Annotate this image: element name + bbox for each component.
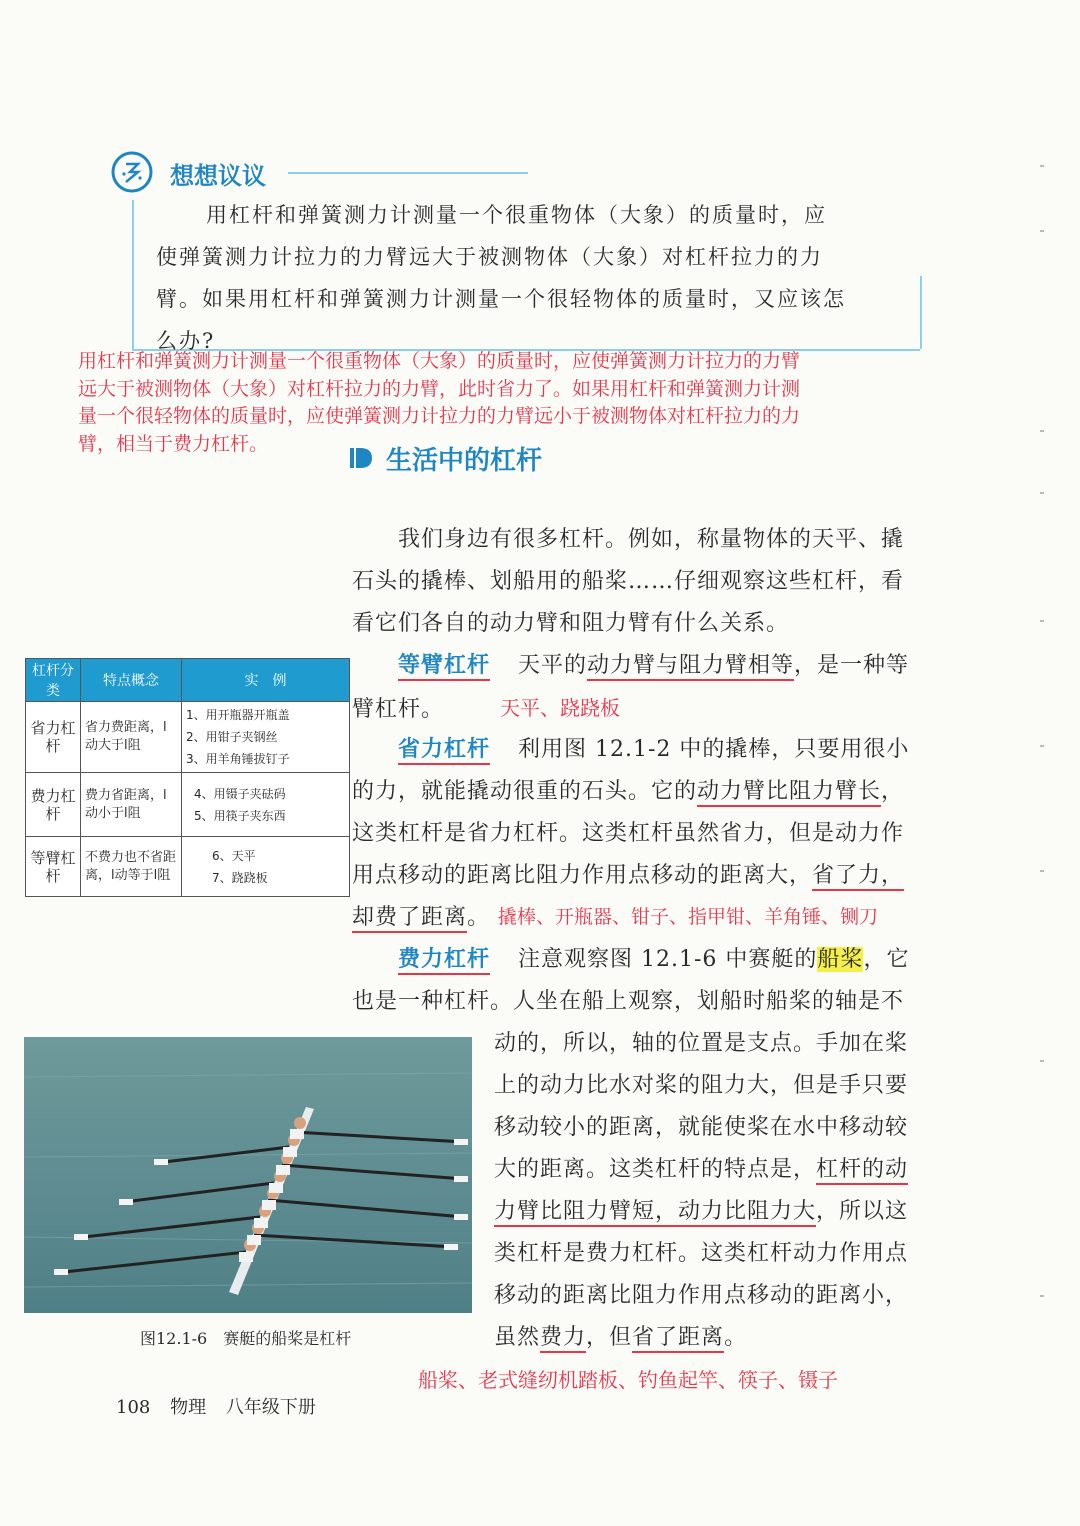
- text-line: 使弹簧测力计拉力的力臂远大于被测物体（大象）对杠杆拉力的力: [156, 245, 823, 269]
- underlined-text: 费力: [540, 1325, 586, 1353]
- scan-mark: [1040, 430, 1044, 432]
- force-saving-paragraph: [398, 732, 909, 763]
- book-name: 八年级下册: [225, 1397, 316, 1418]
- page-footer: [116, 1393, 316, 1419]
- scan-mark: [1040, 870, 1044, 872]
- text-span: ，所以这: [816, 1199, 909, 1224]
- text-span: ，是一种等: [794, 653, 910, 678]
- table-row: [26, 702, 350, 773]
- underlined-text: 杠杆的动: [816, 1157, 908, 1185]
- text-line: [494, 1152, 908, 1183]
- text-line: 移动较小的距离，就能使桨在水中移动较: [494, 1115, 909, 1140]
- text-span: 。: [467, 905, 491, 930]
- table-cell: 省力杠杆: [26, 702, 81, 773]
- underlined-text: 省了距离: [632, 1325, 724, 1353]
- discussion-box-border: [920, 276, 922, 349]
- text-line: [352, 900, 490, 931]
- text-line: 臂，相当于费力杠杆。: [78, 432, 269, 455]
- text-span: 天平的: [518, 653, 588, 678]
- example-item: 1、用开瓶器开瓶盖: [186, 708, 290, 722]
- text-line: 这类杠杆是省力杠杆。这类杠杆虽然省力，但是动力作: [352, 821, 905, 846]
- example-item: 3、用羊角锤拔钉子: [186, 752, 290, 766]
- equal-arm-keyword: 等臂杠杆: [398, 653, 490, 681]
- underlined-text: 力臂比阻力臂短，动力比阻力大: [494, 1199, 816, 1227]
- text-line: [494, 1194, 908, 1225]
- force-saving-keyword: 省力杠杆: [398, 737, 490, 765]
- scan-mark: [1040, 492, 1044, 494]
- example-item: 5、用筷子夹东西: [194, 808, 286, 823]
- table-header-row: [26, 659, 350, 702]
- text-span: 注意观察图 12.1-6 中赛艇的: [518, 947, 818, 972]
- discussion-box-border: [132, 200, 134, 350]
- rowing-photo: [24, 1037, 472, 1313]
- underlined-text: 动力臂与阻力臂相等: [587, 653, 794, 681]
- table-cell: 等臂杠杆: [26, 837, 81, 897]
- text-line: 么办?: [156, 329, 216, 353]
- photo-caption: 图12.1-6 赛艇的船桨是杠杆: [140, 1329, 352, 1348]
- discussion-title-rule: [288, 172, 528, 174]
- text-line: 动的，所以，轴的位置是支点。手加在桨: [494, 1031, 909, 1056]
- lever-classification-table: [25, 658, 350, 897]
- discussion-question: [156, 194, 896, 362]
- text-line: 臂。如果用杠杆和弹簧测力计测量一个很轻物体的质量时，又应该怎: [156, 287, 846, 311]
- text-line: 类杠杆是费力杠杆。这类杠杆动力作用点: [494, 1241, 909, 1266]
- intro-line: 我们身边有很多杠杆。例如，称量物体的天平、撬: [398, 527, 905, 552]
- example-item: 6、天平: [212, 848, 256, 863]
- table-header-cell: 特点概念: [81, 659, 182, 702]
- scan-mark: [1040, 620, 1044, 622]
- scan-mark: [1040, 165, 1044, 167]
- scan-mark: [1040, 1060, 1044, 1062]
- text-line: [352, 774, 904, 805]
- text-line: 用杠杆和弹簧测力计测量一个很重物体（大象）的质量时，应: [206, 203, 827, 227]
- underlined-text: 动力臂比阻力臂长: [697, 779, 881, 807]
- highlighted-text: 船桨: [817, 947, 864, 972]
- discussion-title: 想想议议: [170, 162, 266, 190]
- table-row: [26, 773, 350, 837]
- text-span: ，但: [586, 1325, 633, 1350]
- subject: 物理: [170, 1397, 207, 1418]
- text-line: 量一个很轻物体的质量时，应使弹簧测力计拉力的力臂远小于被测物体对杠杆拉力的力: [78, 405, 801, 427]
- intro-line: 看它们各自的动力臂和阻力臂有什么关系。: [352, 611, 790, 636]
- text-line: 也是一种杠杆。人坐在船上观察，划船时船桨的轴是不: [352, 989, 905, 1014]
- example-item: 7、跷跷板: [212, 870, 268, 885]
- table-cell: [182, 773, 350, 837]
- text-span: 虽然: [494, 1325, 541, 1350]
- text-span: ，: [881, 779, 905, 804]
- text-line: [352, 858, 904, 889]
- text-line: 臂杠杆。: [352, 697, 445, 722]
- text-span: 。: [724, 1325, 748, 1350]
- text-span: ，它: [863, 947, 910, 972]
- scan-mark: [1040, 230, 1044, 232]
- section-title: 生活中的杠杆: [386, 446, 543, 476]
- text-span: 利用图 12.1-2 中的撬棒，只要用很小: [518, 737, 910, 762]
- text-line: 移动的距离比阻力作用点移动的距离小，: [494, 1283, 909, 1308]
- table-cell: [182, 837, 350, 897]
- text-line: 用杠杆和弹簧测力计测量一个很重物体（大象）的质量时，应使弹簧测力计拉力的力臂: [78, 350, 801, 372]
- table-cell: 费力省距离，l动小于l阻: [81, 773, 182, 837]
- scan-mark: [1040, 745, 1044, 747]
- force-costing-keyword: 费力杠杆: [398, 947, 490, 975]
- table-cell: [182, 702, 350, 773]
- section-marker-icon: [350, 446, 372, 470]
- text-span: 用点移动的距离比阻力作用点移动的距离大，: [352, 863, 813, 888]
- text-line: [494, 1320, 747, 1351]
- table-header-cell: 实 例: [182, 659, 350, 702]
- text-span: 的力，就能撬动很重的石头。它的: [352, 779, 698, 804]
- page-number: 108: [116, 1397, 151, 1418]
- handwritten-note: 船桨、老式缝纫机踏板、钓鱼起竿、筷子、镊子: [418, 1368, 838, 1392]
- underlined-text: 却费了距离: [352, 905, 467, 933]
- example-item: 2、用钳子夹钢丝: [186, 730, 278, 744]
- table-cell: 省力费距离，l动大于l阻: [81, 702, 182, 773]
- table-cell: 不费力也不省距离，l动等于l阻: [81, 837, 182, 897]
- underlined-text: 省了力，: [812, 863, 904, 891]
- handwritten-note: 撬棒、开瓶器、钳子、指甲钳、羊角锤、铡刀: [498, 906, 879, 928]
- intro-line: 石头的撬棒、划船用的船桨……仔细观察这些杠杆，看: [352, 569, 905, 594]
- table-header-cell: 杠杆分类: [26, 659, 81, 702]
- equal-arm-paragraph: [398, 648, 909, 679]
- table-cell: 费力杠杆: [26, 773, 81, 837]
- table-row: [26, 837, 350, 897]
- example-item: 4、用镊子夹砝码: [194, 786, 286, 801]
- handwritten-note: 天平、跷跷板: [500, 696, 620, 720]
- text-line: 上的动力比水对桨的阻力大，但是手只要: [494, 1073, 909, 1098]
- scan-mark: [1040, 1295, 1044, 1297]
- discussion-bulb-icon: [110, 150, 154, 194]
- force-costing-paragraph: [398, 942, 909, 973]
- text-span: 大的距离。这类杠杆的特点是，: [494, 1157, 817, 1182]
- text-line: 远大于被测物体（大象）对杠杆拉力的力臂，此时省力了。如果用杠杆和弹簧测力计测: [78, 377, 801, 400]
